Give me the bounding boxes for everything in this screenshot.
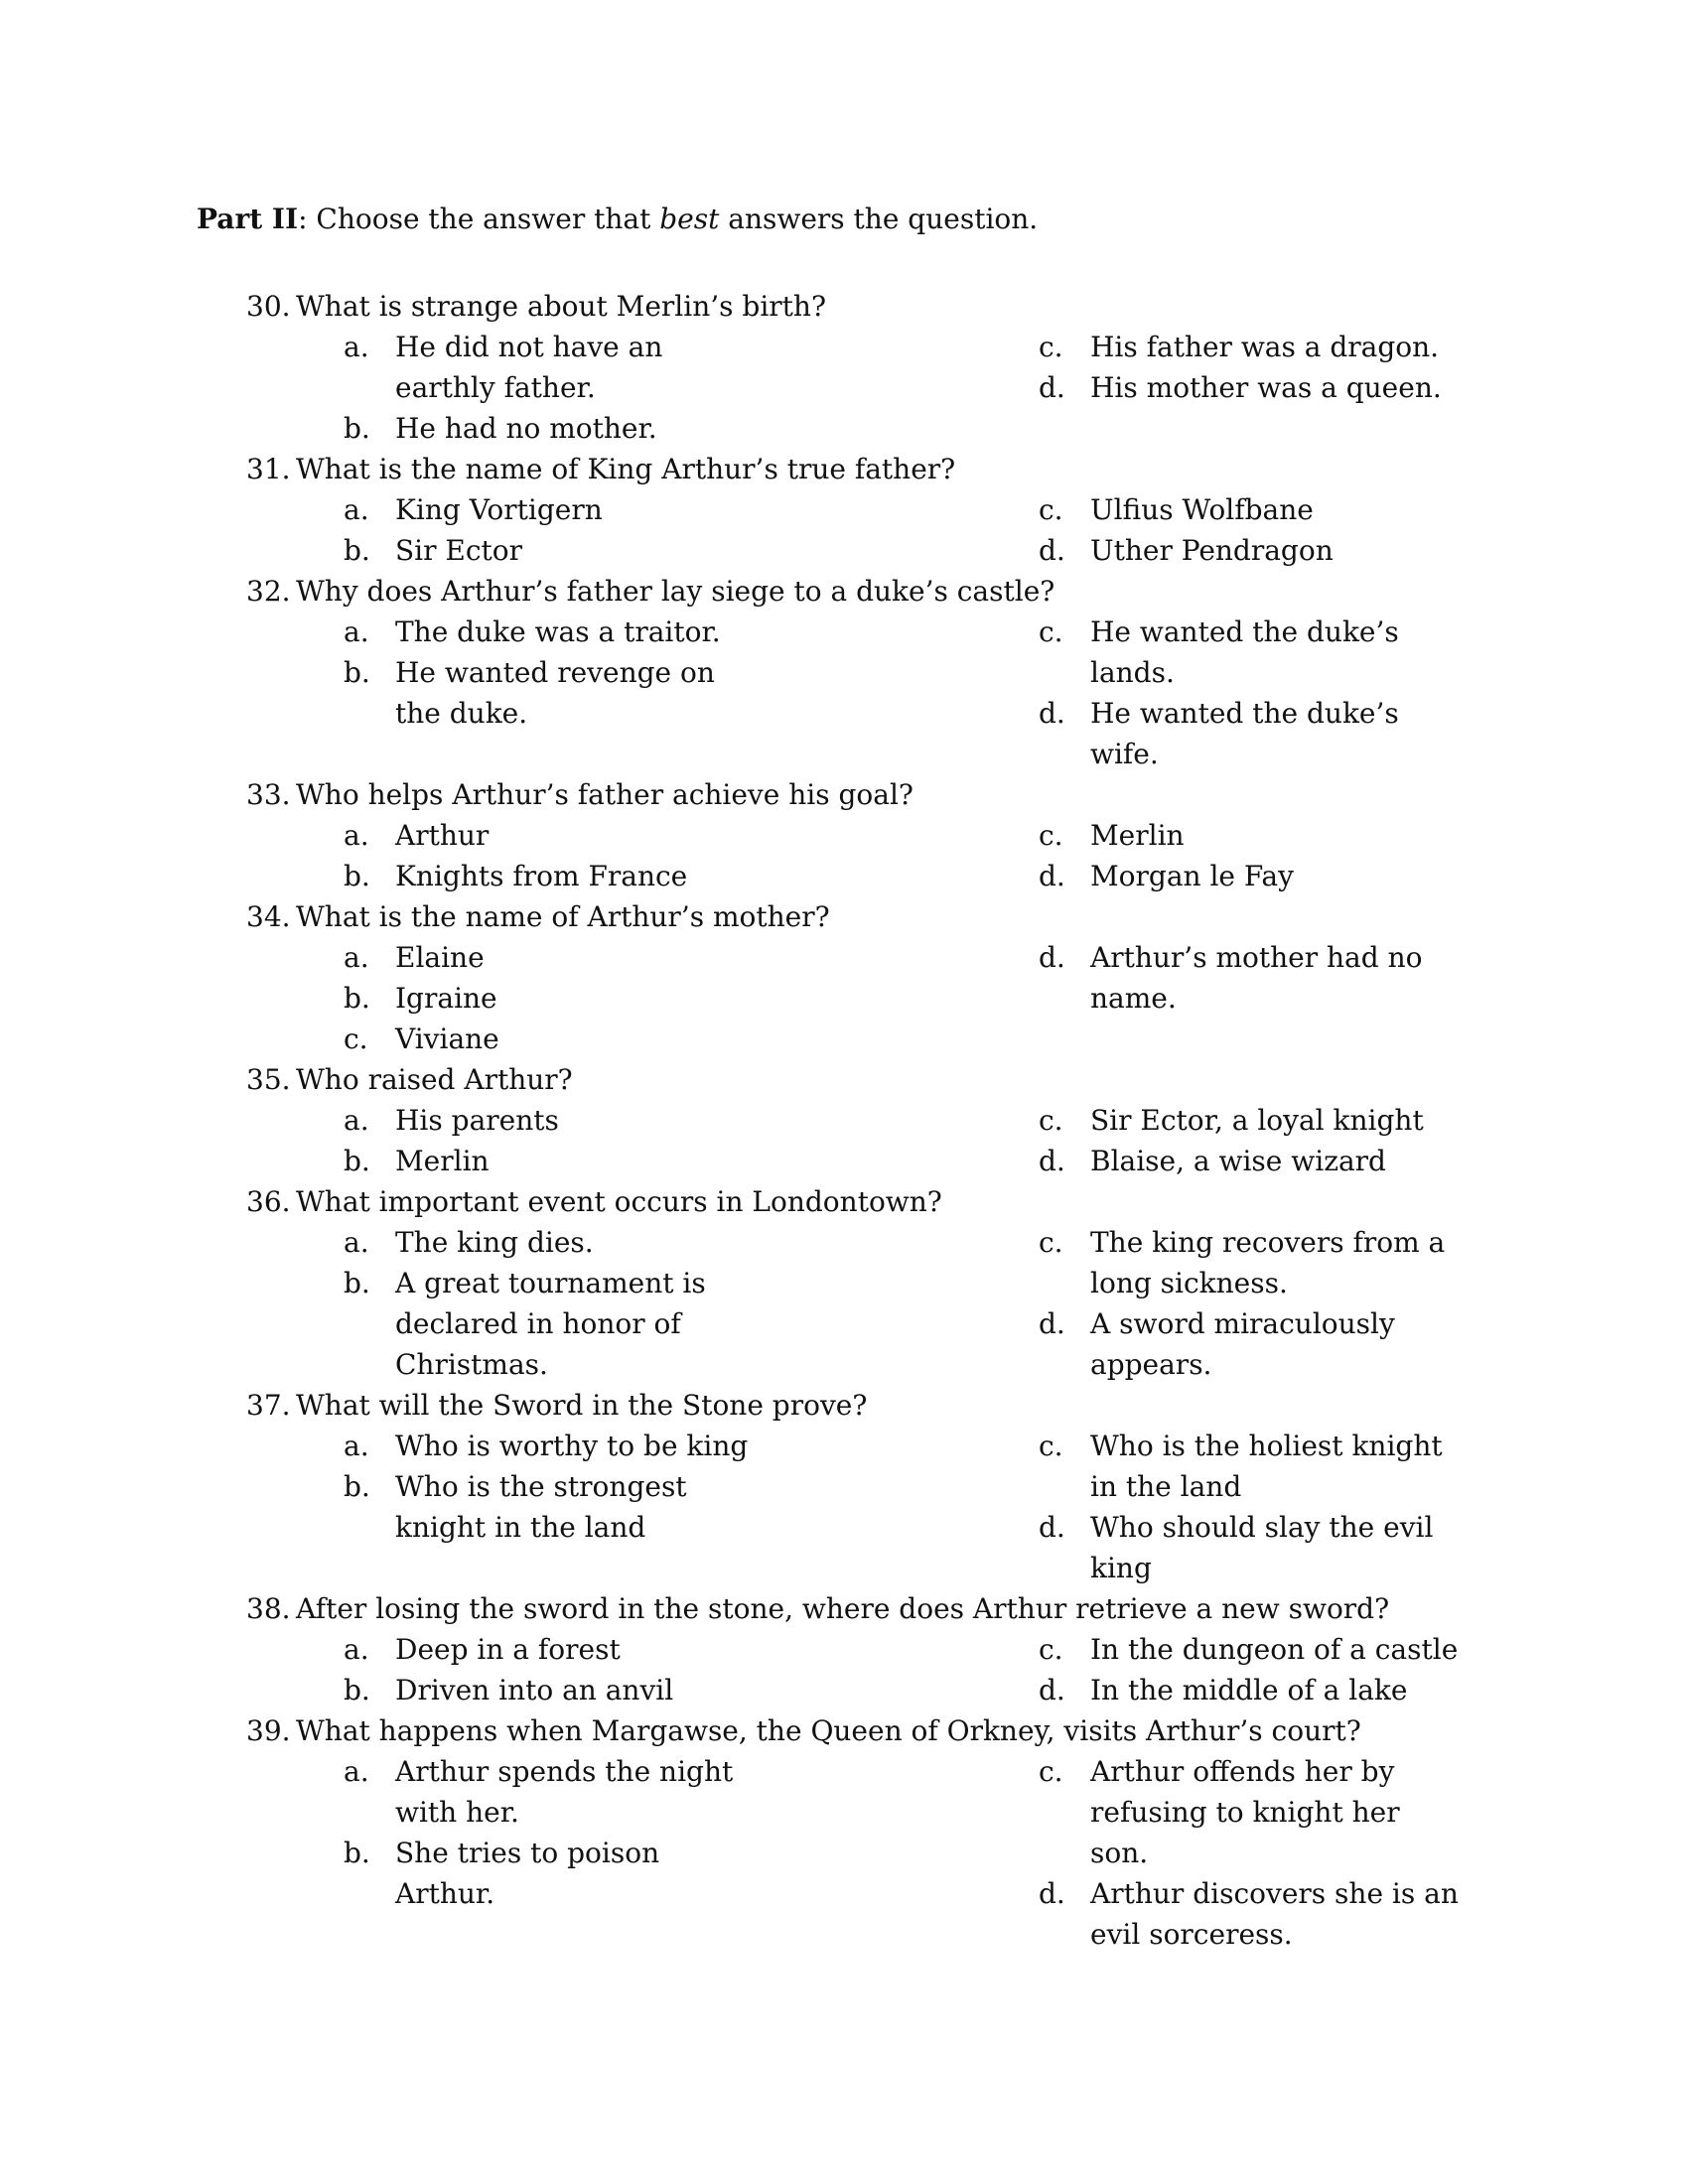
instruction-text: : Choose the answer that — [298, 203, 660, 235]
option-letter: c. — [1039, 1755, 1063, 1788]
option-text: He had no mother. — [395, 412, 657, 445]
question-stem — [0, 449, 1688, 489]
answer-option — [1039, 1507, 1436, 1588]
option-text: Morgan le Fay — [1090, 860, 1294, 892]
question-item — [0, 896, 1688, 1059]
option-text: Sir Ector, a loyal knight — [1090, 1104, 1424, 1137]
answer-option — [1039, 1629, 1459, 1670]
question-stem — [0, 896, 1688, 937]
option-letter: a. — [344, 1755, 369, 1788]
question-text: Why does Arthur’s father lay siege to a duke’s castle? — [296, 575, 1055, 608]
option-letter: d. — [1039, 1877, 1065, 1910]
answer-option — [344, 978, 1039, 1019]
answer-option — [344, 1426, 1039, 1466]
answer-option — [1039, 1303, 1436, 1385]
answer-option — [344, 530, 1039, 571]
answer-column-left — [344, 327, 1039, 449]
answer-column-left — [344, 1751, 1039, 1955]
answer-column-left — [344, 1426, 1039, 1588]
answer-option — [1039, 1751, 1436, 1873]
question-number: 39. — [246, 1714, 291, 1747]
option-letter: b. — [344, 412, 370, 445]
option-text: Blaise, a wise wizard — [1090, 1145, 1386, 1177]
answer-option — [1039, 1873, 1459, 1955]
option-letter: d. — [1039, 697, 1065, 730]
option-letter: a. — [344, 1633, 369, 1666]
answer-option — [344, 1100, 1039, 1141]
answer-option — [344, 1670, 1039, 1710]
option-text: He wanted the duke’s wife. — [1090, 697, 1399, 770]
answer-option — [344, 1751, 1039, 1833]
part-label: Part II — [197, 203, 299, 235]
answer-option — [344, 408, 1039, 449]
option-letter: a. — [344, 1226, 369, 1259]
question-number: 31. — [246, 453, 291, 485]
question-item — [0, 1588, 1688, 1710]
answer-option — [1039, 1670, 1436, 1710]
option-letter: a. — [344, 331, 369, 363]
option-text: The king dies. — [395, 1226, 594, 1259]
option-letter: d. — [1039, 534, 1065, 567]
answer-column-right — [1039, 1629, 1459, 1710]
answer-option — [344, 1141, 1039, 1181]
option-letter: c. — [1039, 1430, 1063, 1462]
answer-option — [1039, 815, 1436, 856]
option-letter: c. — [1039, 819, 1063, 852]
option-letter: a. — [344, 1430, 369, 1462]
question-number: 30. — [246, 290, 291, 323]
question-stem — [0, 571, 1688, 612]
answer-option — [1039, 693, 1436, 774]
option-text: She tries to poison Arthur. — [395, 1837, 660, 1910]
question-stem — [0, 1385, 1688, 1426]
option-text: A great tournament is declared in honor of Christmas. — [395, 1267, 706, 1381]
option-text: Who is the holiest knight in the land — [1090, 1430, 1443, 1503]
answer-option — [344, 1019, 1039, 1059]
option-letter: d. — [1039, 1307, 1065, 1340]
answer-choices — [0, 327, 1688, 449]
answer-option — [1039, 1100, 1436, 1141]
answer-option — [1039, 367, 1442, 408]
answer-option — [344, 612, 1039, 652]
answer-choices — [0, 1222, 1688, 1385]
option-letter: a. — [344, 941, 369, 974]
option-text: Who is worthy to be king — [395, 1430, 749, 1462]
question-item — [0, 1059, 1688, 1181]
question-item — [0, 286, 1688, 449]
question-number: 38. — [246, 1592, 291, 1625]
option-letter: b. — [344, 1674, 370, 1706]
answer-option — [344, 856, 1039, 896]
option-letter: d. — [1039, 1511, 1065, 1544]
question-number: 36. — [246, 1185, 291, 1218]
option-text: Arthur — [395, 819, 490, 852]
answer-option — [344, 1833, 1039, 1914]
option-letter: b. — [344, 1267, 370, 1299]
answer-column-right — [1039, 489, 1436, 571]
option-text: In the dungeon of a castle — [1090, 1633, 1459, 1666]
option-text: Deep in a forest — [395, 1633, 621, 1666]
answer-option — [344, 1222, 1039, 1263]
answer-column-right — [1039, 1751, 1459, 1955]
answer-option — [344, 1263, 1039, 1385]
option-text: His mother was a queen. — [1090, 371, 1442, 404]
option-text: Who is the strongest knight in the land — [395, 1470, 687, 1544]
answer-column-left — [344, 1100, 1039, 1181]
option-letter: b. — [344, 1837, 370, 1869]
question-text: What is strange about Merlin’s birth? — [296, 290, 826, 323]
option-text: The duke was a traitor. — [395, 615, 721, 648]
answer-option — [344, 1466, 1039, 1548]
option-text: He did not have an earthly father. — [395, 331, 663, 404]
answer-column-left — [344, 489, 1039, 571]
answer-column-left — [344, 1629, 1039, 1710]
option-text: His father was a dragon. — [1090, 331, 1440, 363]
option-text: He wanted revenge on the duke. — [395, 656, 715, 730]
option-letter: b. — [344, 656, 370, 689]
option-letter: b. — [344, 534, 370, 567]
question-item — [0, 774, 1688, 896]
option-text: Driven into an anvil — [395, 1674, 674, 1706]
option-letter: a. — [344, 1104, 369, 1137]
question-text: What happens when Margawse, the Queen of Orkney, visits Arthur’s court? — [296, 1714, 1361, 1747]
question-stem — [0, 286, 1688, 327]
question-number: 32. — [246, 575, 291, 608]
question-text: What is the name of King Arthur’s true father? — [296, 453, 956, 485]
option-text: Knights from France — [395, 860, 688, 892]
option-text: Arthur spends the night with her. — [395, 1755, 734, 1829]
answer-choices — [0, 1100, 1688, 1181]
option-text: The king recovers from a long sickness. — [1090, 1226, 1446, 1299]
option-letter: c. — [1039, 1633, 1063, 1666]
answer-choices — [0, 612, 1688, 774]
question-number: 33. — [246, 778, 291, 811]
question-number: 35. — [246, 1063, 291, 1096]
option-text: Arthur offends her by refusing to knight her son. — [1090, 1755, 1400, 1869]
option-letter: c. — [344, 1023, 368, 1055]
question-number: 34. — [246, 900, 291, 933]
option-letter: d. — [1039, 941, 1065, 974]
answer-column-right — [1039, 937, 1436, 1059]
question-stem — [0, 1181, 1688, 1222]
question-text: Who helps Arthur’s father achieve his goal? — [296, 778, 914, 811]
question-item — [0, 449, 1688, 571]
answer-option — [344, 937, 1039, 978]
answer-option — [344, 489, 1039, 530]
answer-column-left — [344, 815, 1039, 896]
question-list — [0, 286, 1688, 1955]
answer-choices — [0, 937, 1688, 1059]
answer-column-right — [1039, 1222, 1446, 1385]
option-text: Igraine — [395, 982, 497, 1015]
question-stem — [0, 1059, 1688, 1100]
option-text: In the middle of a lake — [1090, 1674, 1408, 1706]
instruction-emphasis: best — [659, 203, 720, 235]
option-letter: c. — [1039, 1104, 1063, 1137]
option-text: Arthur’s mother had no name. — [1090, 941, 1423, 1015]
option-letter: b. — [344, 982, 370, 1015]
answer-option — [344, 652, 1039, 734]
option-letter: b. — [344, 860, 370, 892]
option-letter: a. — [344, 819, 369, 852]
question-item — [0, 571, 1688, 774]
answer-option — [1039, 856, 1436, 896]
option-text: A sword miraculously appears. — [1090, 1307, 1395, 1381]
answer-column-right — [1039, 1100, 1436, 1181]
answer-option — [1039, 327, 1440, 367]
answer-choices — [0, 815, 1688, 896]
option-letter: b. — [344, 1470, 370, 1503]
option-text: Merlin — [395, 1145, 490, 1177]
option-letter: c. — [1039, 331, 1063, 363]
option-letter: d. — [1039, 860, 1065, 892]
instruction-text-end: answers the question. — [719, 203, 1039, 235]
answer-option — [1039, 1426, 1443, 1507]
question-item — [0, 1385, 1688, 1588]
question-item — [0, 1181, 1688, 1385]
answer-choices — [0, 489, 1688, 571]
question-stem — [0, 1710, 1688, 1751]
answer-option — [344, 1629, 1039, 1670]
option-text: Arthur discovers she is an evil sorceress. — [1090, 1877, 1459, 1951]
option-letter: a. — [344, 493, 369, 526]
answer-option — [1039, 612, 1436, 693]
option-letter: d. — [1039, 1674, 1065, 1706]
answer-option — [1039, 530, 1436, 571]
question-item — [0, 1710, 1688, 1955]
option-text: Uther Pendragon — [1090, 534, 1334, 567]
question-text: Who raised Arthur? — [296, 1063, 573, 1096]
answer-option — [1039, 937, 1436, 1019]
option-letter: d. — [1039, 371, 1065, 404]
answer-choices — [0, 1426, 1688, 1588]
option-text: Who should slay the evil king — [1090, 1511, 1434, 1584]
question-stem — [0, 774, 1688, 815]
answer-column-left — [344, 1222, 1039, 1385]
option-text: Merlin — [1090, 819, 1185, 852]
answer-column-right — [1039, 815, 1436, 896]
answer-choices — [0, 1629, 1688, 1710]
option-letter: c. — [1039, 1226, 1063, 1259]
option-text: Sir Ector — [395, 534, 523, 567]
answer-option — [1039, 1141, 1436, 1181]
question-stem — [0, 1588, 1688, 1629]
question-number: 37. — [246, 1389, 291, 1422]
answer-choices — [0, 1751, 1688, 1955]
answer-option — [1039, 489, 1436, 530]
option-letter: a. — [344, 615, 369, 648]
answer-option — [344, 327, 1039, 408]
answer-column-right — [1039, 327, 1442, 449]
option-letter: c. — [1039, 615, 1063, 648]
answer-column-left — [344, 612, 1039, 774]
option-text: Elaine — [395, 941, 485, 974]
option-text: He wanted the duke’s lands. — [1090, 615, 1399, 689]
part-heading — [197, 199, 1038, 239]
answer-option — [1039, 1222, 1446, 1303]
answer-column-right — [1039, 612, 1436, 774]
option-text: Ulfius Wolfbane — [1090, 493, 1314, 526]
option-letter: b. — [344, 1145, 370, 1177]
answer-column-right — [1039, 1426, 1443, 1588]
question-text: What will the Sword in the Stone prove? — [296, 1389, 868, 1422]
answer-option — [344, 815, 1039, 856]
question-text: After losing the sword in the stone, where does Arthur retrieve a new sword? — [296, 1592, 1390, 1625]
question-text: What is the name of Arthur’s mother? — [296, 900, 830, 933]
option-text: King Vortigern — [395, 493, 603, 526]
question-text: What important event occurs in Londontown? — [296, 1185, 942, 1218]
option-text: Viviane — [395, 1023, 499, 1055]
option-letter: d. — [1039, 1145, 1065, 1177]
option-letter: c. — [1039, 493, 1063, 526]
answer-column-left — [344, 937, 1039, 1059]
option-text: His parents — [395, 1104, 559, 1137]
